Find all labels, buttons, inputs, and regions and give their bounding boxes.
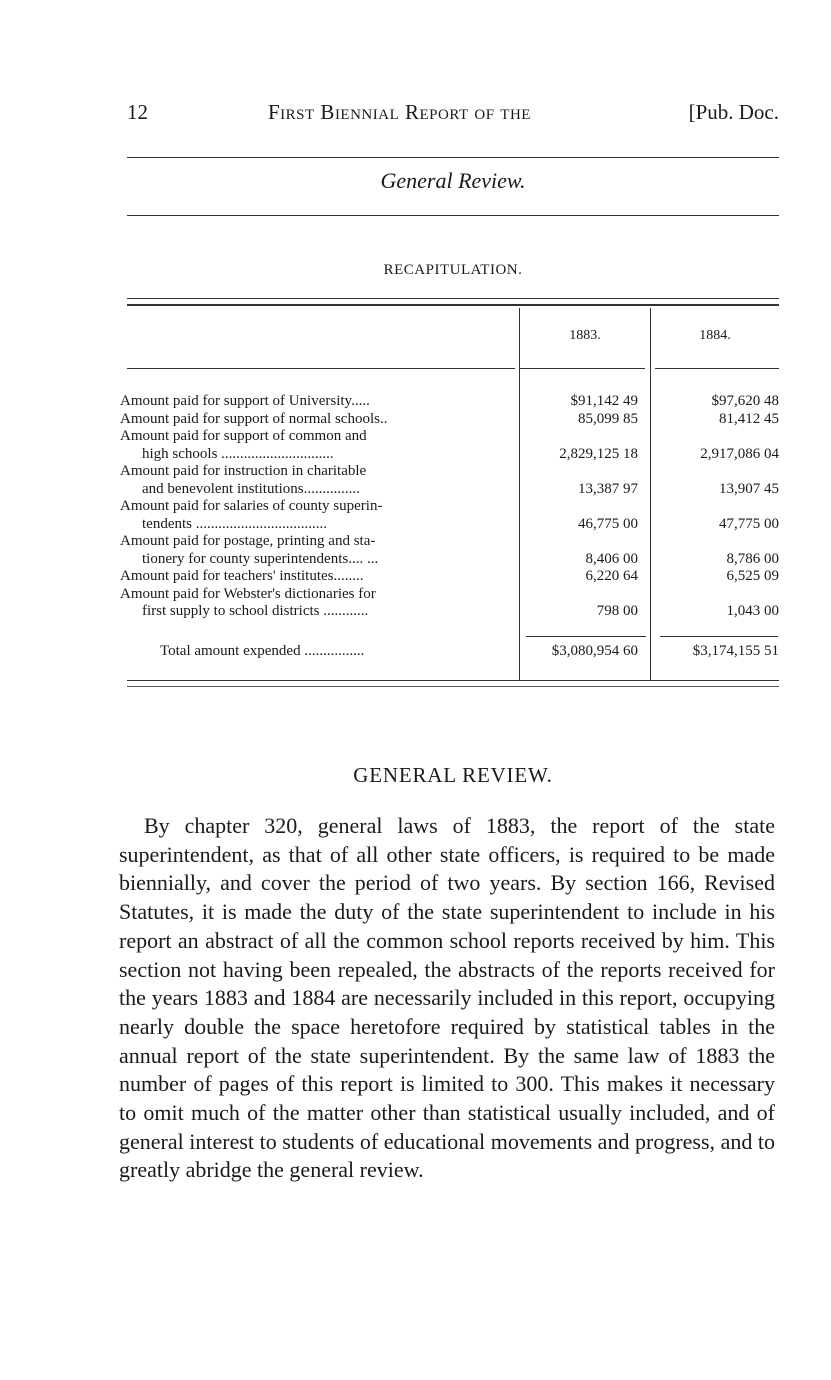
- section-title: GENERAL REVIEW.: [353, 763, 553, 787]
- value-1883: 6,220 64: [585, 568, 638, 584]
- total-label: Total amount expended ................: [160, 643, 365, 659]
- body-paragraph: By chapter 320, general laws of 1883, the report of the state superintendent, as that of all other state officers, is required to be made biennially, and cover the period of two years. By section 166, Revised Statutes, it is made the duty of the state superintendent to include in his report an abstract of all the common school reports received by him. This section not having been repealed, the abstracts of the reports received for the years 1883 and 1884 are necessarily included in this report, occupying nearly double the space heretofore required by statistical tables in the annual report of the state superintendent. By the same law of 1883 the number of pages of this report is limited to 300. This makes it necessary to omit much of the matter other than statistical usually included, and of general interest to students of educational movements and progress, and to greatly abridge the general review.: [119, 813, 775, 1183]
- row-label: Amount paid for teachers' institutes........: [120, 568, 364, 584]
- page-number: 12: [127, 100, 148, 124]
- row-label-cont: tionery for county superintendents.... ...: [142, 550, 379, 567]
- row-label-cont: and benevolent institutions...............: [142, 480, 360, 497]
- row-label: Amount paid for support of common and: [120, 428, 367, 444]
- table-row: [120, 533, 780, 568]
- value-1884: 13,907 45: [719, 480, 779, 497]
- table-top-rule: [127, 298, 779, 299]
- row-label-cont: first supply to school districts ............: [142, 603, 369, 619]
- value-1883: $91,142 49: [570, 393, 638, 409]
- table-bottom-rule: [127, 680, 779, 681]
- table-row: [120, 568, 780, 586]
- value-1883: 8,406 00: [585, 550, 638, 567]
- row-label-cont: tendents ...................................: [142, 515, 327, 532]
- header-rule-bottom: [127, 215, 779, 216]
- header-underline-1884: [655, 368, 779, 369]
- value-1884: 81,412 45: [719, 410, 779, 427]
- row-label: Amount paid for support of normal schools..: [120, 410, 388, 427]
- running-title: First Biennial Report of the: [268, 100, 531, 124]
- value-1884: 2,917,086 04: [700, 445, 779, 462]
- header-underline-desc: [127, 368, 515, 369]
- table-row: [120, 393, 780, 411]
- row-label: Amount paid for instruction in charitable: [120, 463, 367, 479]
- row-label: Amount paid for Webster's dictionaries for: [120, 585, 376, 602]
- value-1884: 8,786 00: [726, 550, 779, 567]
- total-1884: $3,174,155 51: [692, 643, 779, 659]
- value-1884: 47,775 00: [719, 515, 779, 532]
- value-1883: 2,829,125 18: [559, 445, 638, 462]
- table-row: [120, 463, 780, 498]
- row-label: Amount paid for support of University.....: [120, 393, 370, 409]
- row-label: Amount paid for postage, printing and sta-: [120, 533, 376, 549]
- value-1883: 46,775 00: [578, 515, 638, 532]
- total-1883: $3,080,954 60: [551, 643, 638, 659]
- header-underline-1883: [520, 368, 645, 369]
- column-header-1884: 1884.: [699, 328, 731, 343]
- table-body: [120, 393, 780, 621]
- value-1884: 1,043 00: [726, 603, 779, 619]
- sum-rule-1883: [526, 636, 646, 637]
- table-caption: RECAPITULATION.: [383, 262, 523, 278]
- table-row: [120, 498, 780, 533]
- section-subheading: General Review.: [380, 168, 526, 193]
- value-1883: 85,099 85: [578, 410, 638, 427]
- table-top-rule-double: [127, 304, 779, 306]
- table-row: [120, 428, 780, 463]
- row-label-cont: high schools ..............................: [142, 445, 334, 462]
- doc-label: [Pub. Doc.: [688, 100, 779, 124]
- table-row: [120, 411, 780, 429]
- column-header-1883: 1883.: [569, 328, 601, 343]
- sum-rule-1884: [660, 636, 778, 637]
- table-bottom-rule-double: [127, 686, 779, 687]
- value-1883: 13,387 97: [578, 480, 638, 497]
- running-head: [127, 100, 779, 130]
- table-row: [120, 586, 780, 621]
- row-label: Amount paid for salaries of county superin-: [120, 498, 383, 514]
- header-rule-top: [127, 157, 779, 158]
- value-1884: 6,525 09: [726, 568, 779, 584]
- value-1884: $97,620 48: [711, 393, 779, 409]
- value-1883: 798 00: [596, 603, 638, 619]
